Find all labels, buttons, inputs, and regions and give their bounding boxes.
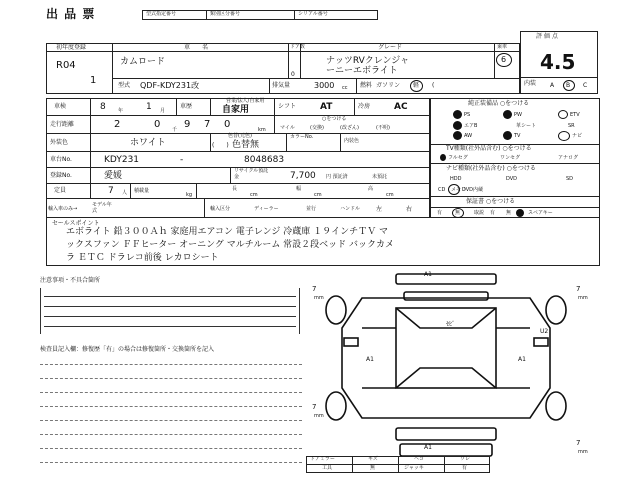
handle-right: 右	[406, 206, 413, 213]
recycle-status: 円 預託済	[326, 174, 348, 180]
damage-mark-left-side: A1	[366, 356, 374, 363]
exterior-color: ホワイト	[130, 138, 166, 148]
color-change-paren: ( )	[212, 142, 229, 149]
displacement-label: 排気量	[272, 82, 291, 89]
manual-no: 無	[506, 210, 512, 216]
warranty-yes: 有	[437, 210, 443, 216]
equip-sunroof: SR	[568, 123, 575, 129]
rating-label: 評 価 点	[536, 33, 558, 40]
equip-navi: ナビ	[572, 133, 583, 139]
navi-memory: メモリ	[451, 187, 467, 193]
tire-rr-depth: 7	[576, 439, 581, 447]
legend-tools-value: 無	[370, 465, 376, 471]
equip-airbag: エアB	[464, 123, 478, 129]
registration-value: 愛媛	[104, 171, 123, 181]
notes-title: 注意事項・不具合箇所	[40, 277, 101, 284]
fuel-other: (	[432, 82, 435, 89]
door-count-label: ドア数	[290, 44, 305, 50]
handle-label: ハンドル	[340, 206, 361, 212]
mileage-digit-5: 0	[224, 119, 231, 130]
legend-tools: 工具	[322, 465, 333, 471]
equip-tv-mark	[503, 131, 512, 140]
warranty-title: 保証書 ○をつける	[466, 198, 516, 205]
legend-mirror: ドアミラー	[310, 456, 335, 462]
navi-cd: CD	[438, 187, 446, 193]
length-label: 長	[232, 186, 238, 192]
equip-aw: AW	[464, 133, 473, 139]
wheel-rear-right	[546, 392, 566, 420]
mileage-unit: km	[258, 127, 266, 133]
mileage-digit-3: 9	[184, 119, 191, 130]
equip-navi-mark	[558, 131, 570, 141]
mirror-left	[344, 338, 358, 346]
interior-grade-label: 内装	[524, 80, 537, 87]
mileage-digit-4: 7	[204, 119, 211, 130]
rating-value: 4.5	[540, 50, 576, 74]
recycle-amount: 7,700	[290, 171, 316, 181]
registration-month: 1	[90, 75, 97, 86]
import-only-label: 輸入車のみ→	[48, 206, 78, 212]
color-number-label: カラーNo.	[290, 134, 314, 140]
model-type: QDF-KDY231改	[140, 81, 200, 90]
mileage-label: 走行距離	[50, 121, 75, 128]
sales-point-line-2: ックスファン ＦＦヒーター オーニング マルチルーム 常設２段ベッド バックカメ	[66, 240, 395, 250]
rear-panel	[400, 444, 492, 456]
mileage-digit-1: 2	[114, 119, 121, 130]
sales-point-label: セールスポイント	[52, 220, 100, 227]
width-unit: cm	[314, 192, 322, 198]
passenger-label: 乗車	[497, 44, 508, 50]
manual-label: 取説	[474, 210, 485, 216]
capacity-unit: 人	[122, 190, 128, 196]
length-unit: cm	[250, 192, 258, 198]
car-name: カムロード	[120, 57, 166, 67]
exterior-color-label: 外装色	[50, 139, 69, 146]
mileage-unknown: (不明)	[376, 125, 390, 131]
tv-type-title: TV種類(社外品含む) ○をつける	[446, 145, 532, 152]
navi-hdd: HDD	[450, 176, 462, 182]
equipment-title: 純正装備品 ○をつける	[468, 100, 530, 107]
capacity-label: 定員	[54, 187, 67, 194]
displacement-unit: cc	[342, 85, 348, 91]
mileage-exchanged: (交換)	[310, 125, 324, 131]
door-count: 0	[291, 71, 295, 78]
tv-oneseg: ワンセグ	[500, 155, 521, 161]
fuel-light: 軽	[413, 82, 420, 89]
navi-dvd: DVD	[506, 176, 518, 182]
serial-number-label: シリアル番号	[298, 11, 328, 17]
header-id-box	[142, 10, 378, 20]
inspection-label: 車検	[54, 103, 67, 110]
interior-color-label: 内装色	[344, 138, 360, 144]
type-designation-label: 型式指定番号	[146, 11, 177, 17]
equip-airbag-mark	[453, 121, 462, 130]
rear-bumper	[396, 428, 496, 440]
recycle-label: リサイクル預託金	[234, 168, 269, 180]
mileage-tampered: (改ざん)	[340, 125, 359, 131]
wheel-front-left	[326, 296, 346, 324]
warranty-no: 無	[455, 210, 461, 216]
aircon-value: AC	[394, 102, 408, 112]
height-label: 高	[368, 186, 374, 192]
handle-left: 左	[376, 206, 383, 213]
notes-box	[40, 288, 300, 334]
equip-aw-mark	[453, 131, 462, 140]
damage-mark-right-side: A1	[518, 356, 526, 363]
chassis-dash: -	[180, 155, 184, 165]
equip-ps-mark	[453, 110, 462, 119]
tv-fullseg: フルセグ	[448, 155, 468, 161]
grade-line-1: ナッツRVクレンジャ	[326, 56, 410, 66]
usage-label: 車歴	[180, 103, 193, 110]
mileage-note: ○をつける	[322, 116, 347, 122]
inspection-month-unit: 月	[160, 108, 166, 114]
interior-grade-b: B	[566, 82, 571, 89]
tire-fr-depth: 7	[576, 285, 581, 293]
mileage-digit-2: 0	[154, 119, 161, 130]
legend-jack-value: 有	[462, 465, 468, 471]
car-damage-diagram	[300, 268, 610, 468]
load-label: 積載量	[134, 188, 150, 194]
page-title: 出 品 票	[46, 7, 96, 21]
roof-panel	[396, 271, 496, 284]
width-label: 幅	[296, 186, 302, 192]
legend-scratch: キズ	[368, 456, 378, 462]
legend-crack: ワレ	[460, 456, 471, 462]
wheel-front-right	[546, 296, 566, 324]
tire-fl-depth: 7	[312, 285, 317, 293]
car-name-label: 車 名	[184, 44, 209, 51]
import-type-label: 輸入区分	[210, 206, 231, 212]
shift-label: シフト	[278, 103, 297, 110]
interior-grade-c: C	[583, 82, 588, 89]
legend-dent: ヘコ	[414, 456, 425, 462]
tv-analog: アナログ	[558, 155, 579, 161]
first-registration-label: 初年度登録	[56, 44, 87, 51]
inspection-year-unit: 年	[118, 108, 124, 114]
mileage-mile: マイル	[280, 125, 295, 131]
equip-ps: PS	[464, 112, 471, 118]
passenger-count: 6	[501, 55, 507, 64]
recycle-unpaid: 未預託	[372, 174, 388, 180]
navi-type-title: ナビ種類(社外品含む) ○をつける	[446, 165, 536, 172]
tv-fullseg-mark	[440, 154, 446, 161]
equip-leather: 革シート	[516, 123, 537, 129]
inspection-year: 8	[100, 102, 106, 112]
chassis-number: 8048683	[244, 155, 285, 165]
import-parallel: 並行	[306, 206, 317, 212]
equip-tv: TV	[514, 133, 521, 139]
tire-rl-depth: 7	[312, 403, 317, 411]
inspection-month: 1	[146, 102, 152, 112]
registration-label: 登録No.	[50, 172, 72, 179]
color-change-value: 色替無	[232, 140, 260, 150]
manual-mark	[516, 209, 524, 217]
damage-mark-roof: A1	[424, 271, 432, 278]
chassis-label: 車台No.	[50, 156, 72, 163]
mileage-thousand: 千	[172, 127, 178, 133]
tire-rl-unit: mm	[314, 413, 324, 419]
mirror-right	[534, 338, 548, 346]
category-number-label: 類別区分番号	[210, 11, 241, 17]
equip-pw: PW	[514, 112, 522, 118]
import-dealer: ディーラー	[254, 206, 279, 212]
navi-sd: SD	[566, 176, 574, 182]
usage-options: 営業/法人/自家用	[226, 98, 265, 104]
damage-mark-rear: A1	[424, 444, 432, 451]
trunk-lines	[396, 368, 496, 388]
fuel-label: 燃料	[360, 82, 373, 89]
tire-fl-unit: mm	[314, 295, 324, 301]
model-type-label: 型式	[118, 82, 131, 89]
equip-pw-mark	[503, 110, 512, 119]
fuel-gasoline: ガソリン	[376, 82, 401, 89]
registration-era: R04	[56, 60, 76, 71]
shift-value: AT	[320, 102, 333, 112]
color-change-label: 色替(元色)	[228, 133, 252, 139]
interior-grade-a: A	[550, 82, 555, 89]
spare-key-label: スペアキー	[528, 210, 553, 216]
displacement: 3000	[314, 81, 335, 90]
model-year-label: モデル年式	[92, 202, 112, 214]
manual-yes: 有	[490, 210, 496, 216]
inspector-notes-title: 検査員記入欄：修復歴「有」の場合は修復箇所・交換箇所を記入	[40, 346, 215, 353]
navi-dvd-builtin: DVD内蔵	[462, 187, 484, 193]
damage-mark-front-right: U2	[540, 328, 549, 335]
chassis-prefix: KDY231	[104, 155, 140, 165]
aircon-label: 冷房	[358, 103, 371, 110]
capacity-value: 7	[108, 186, 114, 196]
sales-point-line-1: エボライト 鉛３００Ａｈ 家庭用エアコン 電子レンジ 冷蔵庫 １９インチＴＶ マ	[66, 227, 388, 237]
tire-fr-unit: mm	[578, 295, 588, 301]
damage-mark-hood: ｾﾋﾞ	[446, 321, 456, 328]
equip-etv-mark	[558, 110, 568, 119]
grade-label: グレード	[378, 44, 403, 51]
height-unit: cm	[386, 192, 394, 198]
load-unit: kg	[186, 192, 193, 198]
wheel-rear-left	[326, 392, 346, 420]
tire-rr-unit: mm	[578, 449, 588, 455]
grade-line-2: ーニーエボライト	[326, 66, 398, 76]
equip-etv: ETV	[570, 112, 580, 118]
sales-point-line-3: ラ ＥＴＣ ドラレコ前後 レカロシート	[66, 253, 219, 263]
usage-value: 自家用	[222, 105, 250, 115]
legend-jack: ジャッキ	[404, 465, 424, 471]
